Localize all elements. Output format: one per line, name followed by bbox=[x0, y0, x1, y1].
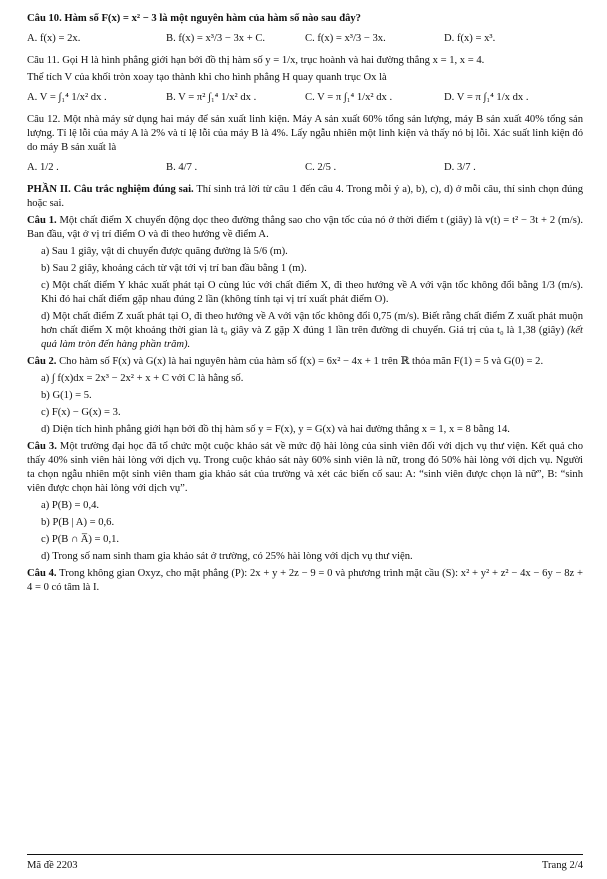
c2-item-c: c) F(x) − G(x) = 3. bbox=[41, 407, 121, 418]
q12-options bbox=[27, 161, 583, 175]
q10-option-c: C. f(x) = x³/3 − 3x. bbox=[305, 33, 386, 44]
c1-stem-line bbox=[27, 214, 583, 242]
c1-item-d-note: (kết quả làm tròn đến hàng phần trăm). bbox=[41, 325, 583, 350]
q11-option-b: B. V = π² ∫₁⁴ 1/x² dx . bbox=[166, 92, 257, 103]
q11-options bbox=[27, 91, 583, 105]
c1-item-c: c) Một chất điểm Y khác xuất phát tại O cùng lúc với chất điểm X, đi theo hướng về A với vận tốc không đổi bằng 1/3 (m/s). Khi đó hai chất điểm gặp nhau đúng 2 lần (không tính tại vị trí xuất phát điểm O). bbox=[41, 280, 583, 305]
page-number: Trang 2/4 bbox=[541, 860, 583, 871]
part2-heading bbox=[27, 183, 583, 211]
q10-options bbox=[27, 32, 583, 46]
q11-option-d: D. V = π ∫₁⁴ 1/x dx . bbox=[444, 92, 529, 103]
c3-stem: Một trường đại học đã tổ chức một cuộc khảo sát về mức độ hài lòng của sinh viên đối với dịch vụ thư viện. Kết quả cho thấy 40% sinh viên hài lòng với dịch vụ. Trong cuộc khảo sát này 60% sinh viên là nữ, trong đó 50% hài lòng với dịch vụ. Người ta chọn ngẫu nhiên một sinh viên tham gia khảo sát của trường và xét các biến cố sau: A: “sinh viên được chọn là nữ”, B: “sinh viên được chọn hài lòng với dịch vụ”. bbox=[27, 441, 584, 494]
c1-item-d: d) Một chất điểm Z xuất phát tại O, đi theo hướng về A với vận tốc không đổi 0,75 (m/s). Biết rằng chất điểm Z xuất phát muộn hơn chất điểm X một khoảng thời gian là t₀ giây và Z gặp X đúng 1 lần trên đường di chuyển. Giá trị của t₀ là 1,38 (giây) bbox=[41, 311, 583, 336]
c3-item-b: b) P(B | A) = 0,6. bbox=[41, 517, 115, 528]
c2-stem-line bbox=[27, 355, 583, 369]
c2-stem: Cho hàm số F(x) và G(x) là hai nguyên hàm của hàm số f(x) = 6x² − 4x + 1 trên ℝ thỏa mãn F(1) = 5 và G(0) = 2. bbox=[56, 356, 544, 367]
q12-option-b: B. 4/7 . bbox=[166, 162, 198, 173]
q10-stem: Câu 10. Hàm số F(x) = x² − 3 là một nguyên hàm của hàm số nào sau đây? bbox=[27, 13, 361, 24]
q11-option-a: A. V = ∫₁⁴ 1/x² dx . bbox=[27, 92, 107, 103]
q12-option-c: C. 2/5 . bbox=[305, 162, 337, 173]
c1-item-b: b) Sau 2 giây, khoảng cách từ vật tới vị trí ban đầu bằng 1 (m). bbox=[41, 263, 307, 274]
exam-page bbox=[27, 12, 583, 598]
c1-item-d-line bbox=[27, 310, 583, 352]
q12-option-d: D. 3/7 . bbox=[444, 162, 476, 173]
c3-item-c: c) P(B ∩ A̅) = 0,1. bbox=[41, 534, 120, 545]
exam-code: Mã đề 2203 bbox=[27, 860, 78, 871]
c1-stem: Một chất điểm X chuyển động dọc theo đường thẳng sao cho vận tốc của nó ở thời điểm t (giây) là v(t) = t² − 3t + 2 (m/s). Ban đầu, vật ở vị trí điểm O và đi theo hướng về điểm A. bbox=[27, 215, 584, 240]
q10-option-d: D. f(x) = x³. bbox=[444, 33, 496, 44]
q10-option-a: A. f(x) = 2x. bbox=[27, 33, 81, 44]
c4-stem-line bbox=[27, 567, 583, 595]
c2-head: Câu 2. bbox=[27, 356, 57, 367]
c2-item-d: d) Diện tích hình phẳng giới hạn bởi đồ thị hàm số y = F(x), y = G(x) và hai đường thẳng x = 1, x = 8 bằng 14. bbox=[41, 424, 510, 435]
q12-stem: Câu 12. Một nhà máy sử dụng hai máy để sản xuất linh kiện. Máy A sản xuất 60% tổng sản lượng, máy B sản xuất 40% tổng sản lượng. Tỉ lệ lỗi của máy A là 2% và tỉ lệ lỗi của máy B là 4%. Lấy ngẫu nhiên một linh kiện và thấy nó bị lỗi. Xác suất linh kiện đó do máy B sản xuất là bbox=[27, 114, 583, 153]
q11-stem2: Thể tích V của khối tròn xoay tạo thành khi cho hình phẳng H quay quanh trục Ox là bbox=[27, 72, 387, 83]
c2-item-b: b) G(1) = 5. bbox=[41, 390, 92, 401]
part2-desc: Thí sinh trả lời từ câu 1 đến câu 4. Trong mỗi ý a), b), c), d) ở mỗi câu, thí sinh chọn đúng hoặc sai. bbox=[27, 184, 583, 209]
c4-head: Câu 4. bbox=[27, 568, 57, 579]
c2-item-a: a) ∫ f(x)dx = 2x³ − 2x² + x + C với C là hằng số. bbox=[41, 373, 244, 384]
q11-option-c: C. V = π ∫₁⁴ 1/x² dx . bbox=[305, 92, 393, 103]
c4-stem: Trong không gian Oxyz, cho mặt phẳng (P): 2x + y + 2z − 9 = 0 và phương trình mặt cầu (S): x² + y² + z² − 4x − 6y − 8z + 4 = 0 có tâm là I. bbox=[27, 568, 583, 593]
c3-head: Câu 3. bbox=[27, 441, 57, 452]
part2-title: PHẦN II. Câu trắc nghiệm đúng sai. bbox=[27, 184, 194, 195]
q10-option-b: B. f(x) = x³/3 − 3x + C. bbox=[166, 33, 266, 44]
c1-head: Câu 1. bbox=[27, 215, 57, 226]
c1-item-a: a) Sau 1 giây, vật di chuyển được quãng đường là 5/6 (m). bbox=[41, 246, 288, 257]
q11-stem: Câu 11. Gọi H là hình phẳng giới hạn bởi đồ thị hàm số y = 1/x, trục hoành và hai đường thẳng x = 1, x = 4. bbox=[27, 55, 485, 66]
q12-option-a: A. 1/2 . bbox=[27, 162, 59, 173]
c3-item-d: d) Trong số nam sinh tham gia khảo sát ở trường, có 25% hài lòng với dịch vụ thư viện. bbox=[41, 551, 413, 562]
c3-stem-line bbox=[27, 440, 583, 496]
page-footer bbox=[27, 854, 583, 873]
c3-item-a: a) P(B) = 0,4. bbox=[41, 500, 100, 511]
